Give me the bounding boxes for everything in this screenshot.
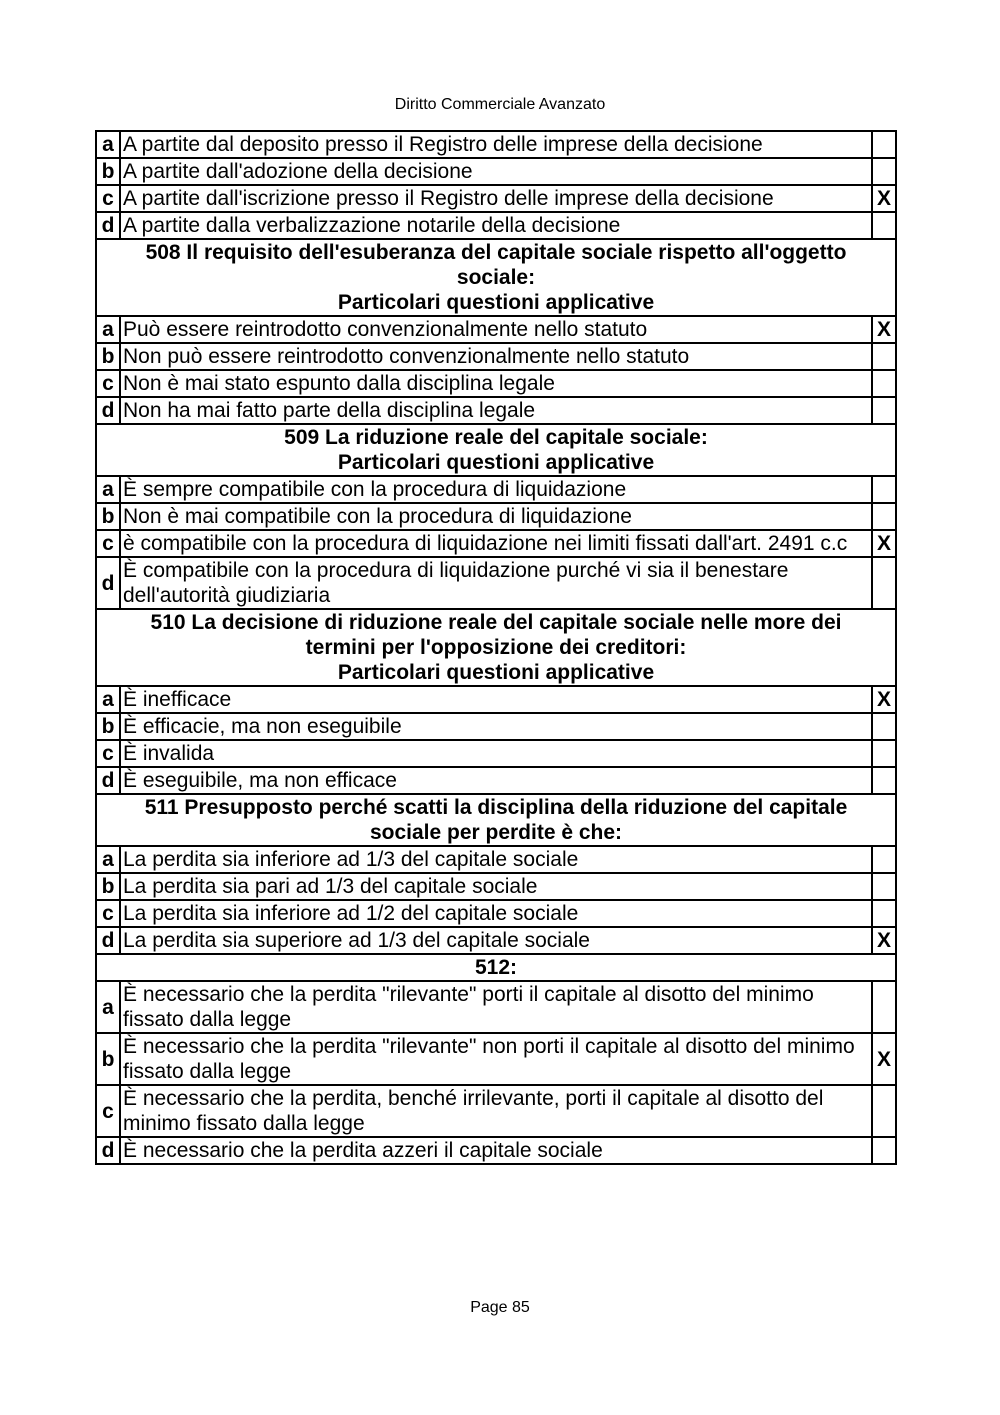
answer-row xyxy=(96,370,896,397)
answer-row xyxy=(96,873,896,900)
answer-letter: b xyxy=(96,503,120,530)
answer-letter: c xyxy=(96,185,120,212)
answer-letter: d xyxy=(96,557,120,609)
correct-answer-mark: X xyxy=(872,316,896,343)
answer-letter: a xyxy=(96,316,120,343)
answer-letter: b xyxy=(96,158,120,185)
correct-answer-mark: X xyxy=(872,927,896,954)
answer-letter: c xyxy=(96,370,120,397)
correct-answer-mark xyxy=(872,343,896,370)
question-row xyxy=(96,609,896,686)
answer-row xyxy=(96,686,896,713)
answer-letter: c xyxy=(96,530,120,557)
correct-answer-mark xyxy=(872,131,896,158)
answer-text: È necessario che la perdita azzeri il capitale sociale xyxy=(120,1137,872,1164)
question-line: 511 Presupposto perché scatti la disciplina della riduzione del capitale xyxy=(144,796,848,819)
question-text xyxy=(96,794,896,846)
answer-letter: a xyxy=(96,846,120,873)
answer-text: È invalida xyxy=(120,740,872,767)
answer-letter: b xyxy=(96,1033,120,1085)
correct-answer-mark xyxy=(872,900,896,927)
answer-letter: a xyxy=(96,131,120,158)
answer-letter: a xyxy=(96,476,120,503)
answer-text: È eseguibile, ma non efficace xyxy=(120,767,872,794)
answer-row xyxy=(96,1033,896,1085)
correct-answer-mark: X xyxy=(872,686,896,713)
question-row xyxy=(96,954,896,981)
quiz-table xyxy=(95,130,897,1165)
answer-row xyxy=(96,981,896,1033)
question-text xyxy=(96,424,896,476)
answer-text: È necessario che la perdita "rilevante" non porti il capitale al disotto del minimo fissato dalla legge xyxy=(120,1033,872,1085)
correct-answer-mark xyxy=(872,158,896,185)
answer-text: È sempre compatibile con la procedura di liquidazione xyxy=(120,476,872,503)
answer-row xyxy=(96,740,896,767)
question-line: Particolari questioni applicative xyxy=(337,291,655,314)
answer-letter: d xyxy=(96,212,120,239)
answer-row xyxy=(96,557,896,609)
answer-text: È efficacie, ma non eseguibile xyxy=(120,713,872,740)
answer-letter: b xyxy=(96,343,120,370)
correct-answer-mark: X xyxy=(872,1033,896,1085)
answer-letter: c xyxy=(96,740,120,767)
answer-row xyxy=(96,767,896,794)
correct-answer-mark xyxy=(872,557,896,609)
answer-letter: d xyxy=(96,927,120,954)
answer-letter: c xyxy=(96,900,120,927)
answer-text: La perdita sia pari ad 1/3 del capitale sociale xyxy=(120,873,872,900)
answer-row xyxy=(96,397,896,424)
answer-row xyxy=(96,900,896,927)
correct-answer-mark xyxy=(872,1137,896,1164)
answer-text: A partite dalla verbalizzazione notarile della decisione xyxy=(120,212,872,239)
answer-text: È necessario che la perdita "rilevante" porti il capitale al disotto del minimo fissato dalla legge xyxy=(120,981,872,1033)
answer-row xyxy=(96,131,896,158)
question-line: Particolari questioni applicative xyxy=(337,451,655,474)
answer-row xyxy=(96,846,896,873)
correct-answer-mark: X xyxy=(872,530,896,557)
correct-answer-mark xyxy=(872,1085,896,1137)
answer-letter: d xyxy=(96,397,120,424)
question-line: 512: xyxy=(474,956,518,979)
question-text xyxy=(96,239,896,316)
answer-text: Non può essere reintrodotto convenzionalmente nello statuto xyxy=(120,343,872,370)
question-text xyxy=(96,609,896,686)
question-line: 510 La decisione di riduzione reale del capitale sociale nelle more dei xyxy=(150,611,842,634)
answer-letter: d xyxy=(96,767,120,794)
question-line: sociale per perdite è che: xyxy=(369,821,623,844)
answer-row xyxy=(96,343,896,370)
answer-letter: a xyxy=(96,981,120,1033)
answer-text: La perdita sia inferiore ad 1/2 del capitale sociale xyxy=(120,900,872,927)
answer-text: È compatibile con la procedura di liquidazione purché vi sia il benestare dell'autorità giudiziaria xyxy=(120,557,872,609)
answer-row xyxy=(96,476,896,503)
correct-answer-mark: X xyxy=(872,185,896,212)
answer-row xyxy=(96,212,896,239)
correct-answer-mark xyxy=(872,476,896,503)
question-line: 509 La riduzione reale del capitale sociale: xyxy=(284,426,708,449)
correct-answer-mark xyxy=(872,397,896,424)
question-line: Particolari questioni applicative xyxy=(337,661,655,684)
question-row xyxy=(96,239,896,316)
answer-text: Non ha mai fatto parte della disciplina legale xyxy=(120,397,872,424)
answer-row xyxy=(96,1085,896,1137)
answer-letter: b xyxy=(96,873,120,900)
quiz-table-body xyxy=(96,131,896,1164)
answer-row xyxy=(96,185,896,212)
answer-row xyxy=(96,713,896,740)
answer-row xyxy=(96,316,896,343)
correct-answer-mark xyxy=(872,212,896,239)
answer-letter: b xyxy=(96,713,120,740)
correct-answer-mark xyxy=(872,503,896,530)
correct-answer-mark xyxy=(872,713,896,740)
answer-text: Può essere reintrodotto convenzionalmente nello statuto xyxy=(120,316,872,343)
correct-answer-mark xyxy=(872,873,896,900)
question-text xyxy=(96,954,896,981)
question-line: termini per l'opposizione dei creditori: xyxy=(305,636,687,659)
correct-answer-mark xyxy=(872,767,896,794)
correct-answer-mark xyxy=(872,846,896,873)
answer-letter: d xyxy=(96,1137,120,1164)
answer-text: È necessario che la perdita, benché irrilevante, porti il capitale al disotto del minimo fissato dalla legge xyxy=(120,1085,872,1137)
answer-text: A partite dall'adozione della decisione xyxy=(120,158,872,185)
correct-answer-mark xyxy=(872,981,896,1033)
answer-text: A partite dall'iscrizione presso il Registro delle imprese della decisione xyxy=(120,185,872,212)
page-number: Page 85 xyxy=(470,1299,530,1316)
answer-text: La perdita sia inferiore ad 1/3 del capitale sociale xyxy=(120,846,872,873)
answer-row xyxy=(96,530,896,557)
answer-text: È inefficace xyxy=(120,686,872,713)
correct-answer-mark xyxy=(872,370,896,397)
correct-answer-mark xyxy=(872,740,896,767)
answer-text: Non è mai stato espunto dalla disciplina legale xyxy=(120,370,872,397)
answer-text: è compatibile con la procedura di liquidazione nei limiti fissati dall'art. 2491 c.c xyxy=(120,530,872,557)
question-row xyxy=(96,794,896,846)
page-header: Diritto Commerciale Avanzato xyxy=(394,96,606,113)
answer-row xyxy=(96,927,896,954)
answer-row xyxy=(96,503,896,530)
question-line: 508 Il requisito dell'esuberanza del capitale sociale rispetto all'oggetto xyxy=(145,241,847,264)
answer-row xyxy=(96,158,896,185)
answer-text: Non è mai compatibile con la procedura di liquidazione xyxy=(120,503,872,530)
answer-letter: c xyxy=(96,1085,120,1137)
answer-text: A partite dal deposito presso il Registro delle imprese della decisione xyxy=(120,131,872,158)
question-line: sociale: xyxy=(456,266,536,289)
answer-letter: a xyxy=(96,686,120,713)
question-row xyxy=(96,424,896,476)
answer-text: La perdita sia superiore ad 1/3 del capitale sociale xyxy=(120,927,872,954)
answer-row xyxy=(96,1137,896,1164)
